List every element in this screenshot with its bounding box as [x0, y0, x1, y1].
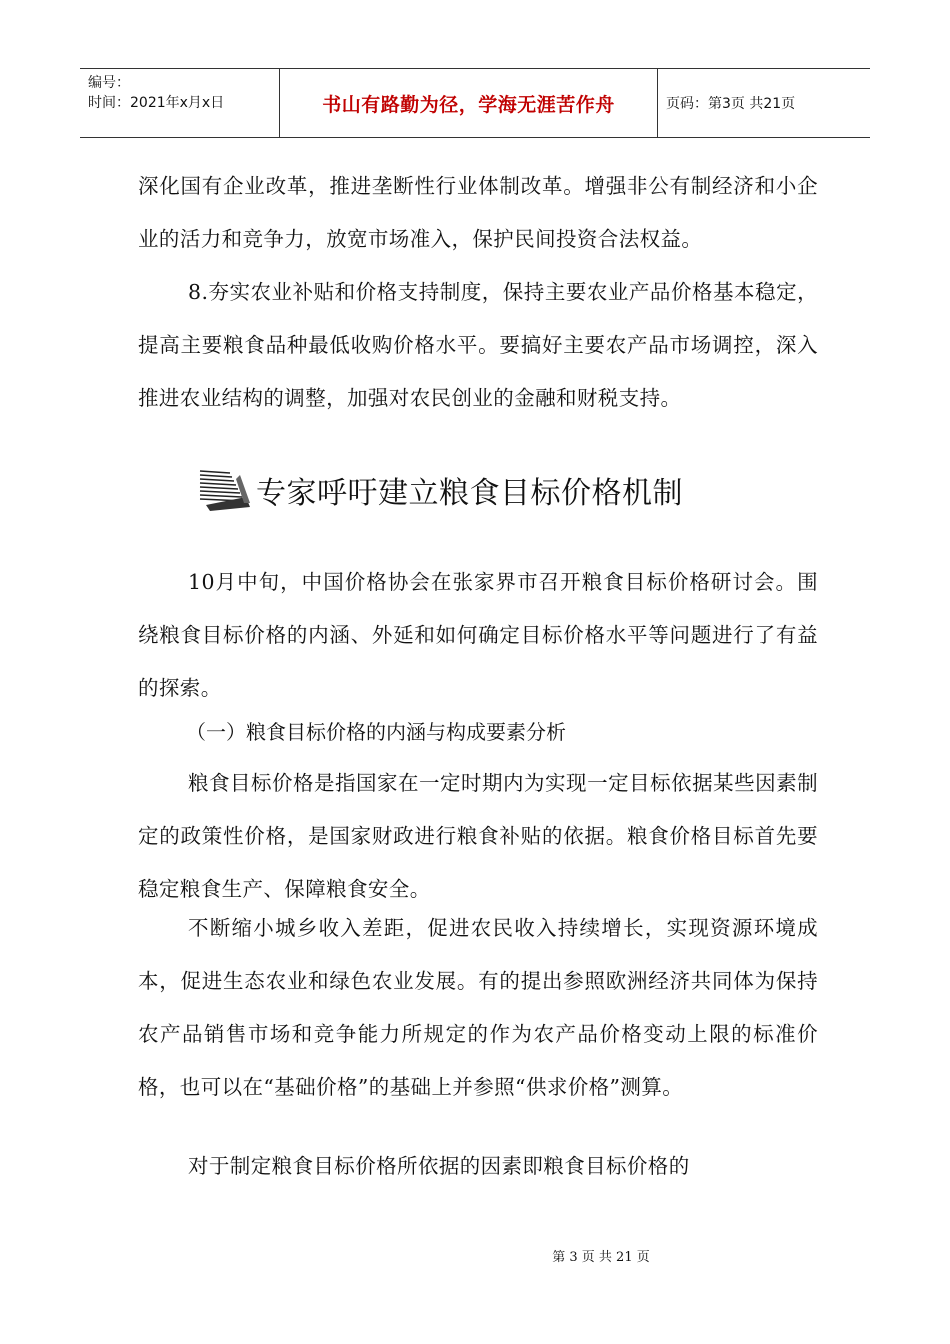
doc-time-label: 时间：2021年x月x日 [88, 95, 225, 111]
header-motto: 书山有路勤为径，学海无涯苦作舟 [322, 93, 615, 116]
paragraph-1: 深化国有企业改革，推进垄断性行业体制改革。增强非公有制经济和小企业的活力和竞争力，放宽市场准入，保护民间投资合法权益。 [138, 174, 818, 251]
paragraph-2: 8.夯实农业补贴和价格支持制度，保持主要农业产品价格基本稳定，提高主要粮食品种最低收购价格水平。要搞好主要农产品市场调控，深入推进农业结构的调整，加强对农民创业的金融和财税支持。 [138, 280, 818, 410]
paragraph-4: 粮食目标价格是指国家在一定时期内为实现一定目标依据某些因素制定的政策性价格，是国家财政进行粮食补贴的依据。粮食价格目标首先要稳定粮食生产、保障粮食安全。 [138, 771, 818, 901]
paragraph-5: 不断缩小城乡收入差距，促进农民收入持续增长，实现资源环境成本，促进生态农业和绿色农业发展。有的提出参照欧洲经济共同体为保持农产品销售市场和竞争能力所规定的作为农产品价格变动上限的标准价格，也可以在“基础价格”的基础上并参照“供求价格”测算。 [138, 916, 818, 1099]
page-header [80, 68, 870, 138]
doc-number-label: 编号： [88, 75, 130, 91]
subsection-heading: （一）粮食目标价格的内涵与构成要素分析 [186, 720, 566, 744]
page-footer: 第 3 页 共 21 页 [552, 1250, 650, 1265]
paragraph-3: 10月中旬，中国价格协会在张家界市召开粮食目标价格研讨会。围绕粮食目标价格的内涵、外延和如何确定目标价格水平等问题进行了有益的探索。 [138, 570, 818, 700]
header-page-label: 页码：第3页 共21页 [666, 96, 796, 112]
header-meta [80, 69, 280, 137]
header-motto-cell [280, 69, 658, 137]
section-title-text: 专家呼吁建立粮食目标价格机制 [256, 476, 683, 511]
header-page-cell [658, 69, 870, 137]
paragraph-6: 对于制定粮食目标价格所依据的因素即粮食目标价格的 [188, 1154, 690, 1178]
title-decoration-icon [196, 467, 252, 513]
section-title [196, 462, 683, 518]
